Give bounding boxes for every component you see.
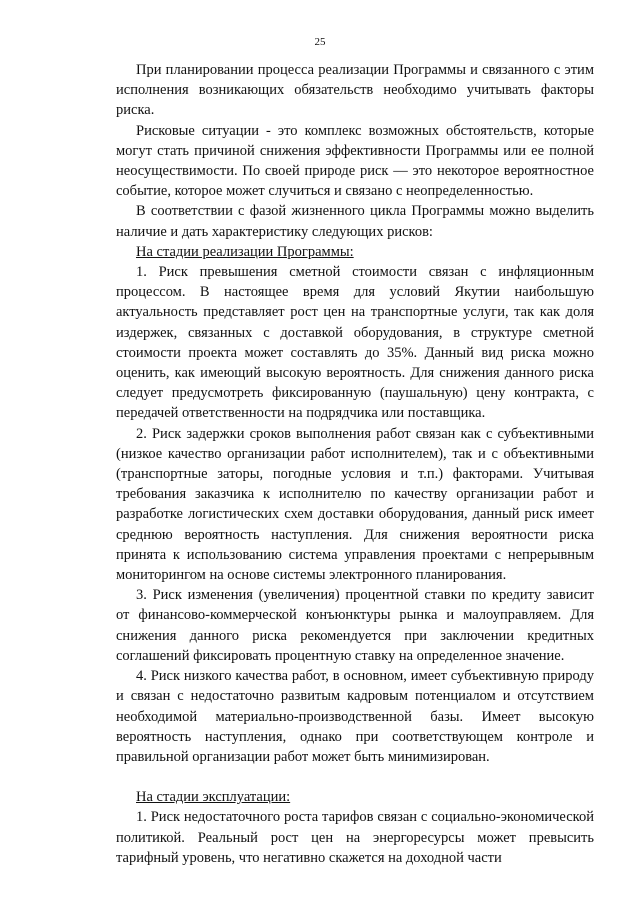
section-spacer xyxy=(116,767,594,787)
section-heading-operation: На стадии эксплуатации: xyxy=(136,789,291,806)
risk-item: 2. Риск задержки сроков выполнения работ связан как с субъективными (низкое качество организации работ исполнителем), так и с объективными (транспортные заторы, погодные условия и т.п.) факторами. Учитывая требования заказчика к исполнителю по качеству организации работ и разработке логистических схем доставки оборудования, данный риск имеет среднюю вероятность наступления. Для снижения вероятности риска принята к использованию система управления проектами с непрерывным мониторингом на основе системы электронного планирования. xyxy=(116,425,594,584)
paragraph: Рисковые ситуации - это комплекс возможных обстоятельств, которые могут стать причиной снижения эффективности Программы или ее полной неосуществимости. По своей природе риск — это некоторое вероятностное событие, которое может случиться и связано с неопределенностью. xyxy=(116,122,594,200)
paragraph: В соответствии с фазой жизненного цикла Программы можно выделить наличие и дать характеристику следующих рисков: xyxy=(116,203,594,240)
risk-item: 4. Риск низкого качества работ, в основном, имеет субъективную природу и связан с недостаточно развитым кадровым потенциалом и отсутствием необходимой материально-производственной базы. Имеет высокую вероятность наступления, однако при соответствующем контроле и правильной организации работ может быть минимизирован. xyxy=(116,668,594,765)
section-heading-implementation: На стадии реализации Программы: xyxy=(136,243,354,260)
risk-item: 1. Риск превышения сметной стоимости связан с инфляционным процессом. В настоящее время для условий Якутии наибольшую актуальность представляет рост цен на транспортные услуги, так как доля издержек, связанных с доставкой оборудования, в структуре сметной стоимости проекта может составлять до 35%. Данный вид риска можно оценить, как имеющий высокую вероятность. Для снижения данного риска следует предусмотреть фиксированную (паушальную) цену контракта, с передачей ответственности на подрядчика или поставщика. xyxy=(116,264,594,422)
risk-item: 3. Риск изменения (увеличения) процентной ставки по кредиту зависит от финансово-коммерческой конъюнктуры рынка и малоуправляем. Для снижения данного риска рекомендуется при заключении кредитных соглашений фиксировать процентную ставку на определенное значение. xyxy=(116,587,594,664)
page-number: 25 xyxy=(314,36,326,48)
risk-item: 1. Риск недостаточного роста тарифов связан с социально-экономической политикой. Реальный рост цен на энергоресурсы может превысить тарифный уровень, что негативно скажется на доходной части xyxy=(116,809,594,866)
document-body xyxy=(116,60,594,868)
paragraph: При планировании процесса реализации Программы и связанного с этим исполнения возникающих обязательств необходимо учитывать факторы риска. xyxy=(116,62,594,119)
